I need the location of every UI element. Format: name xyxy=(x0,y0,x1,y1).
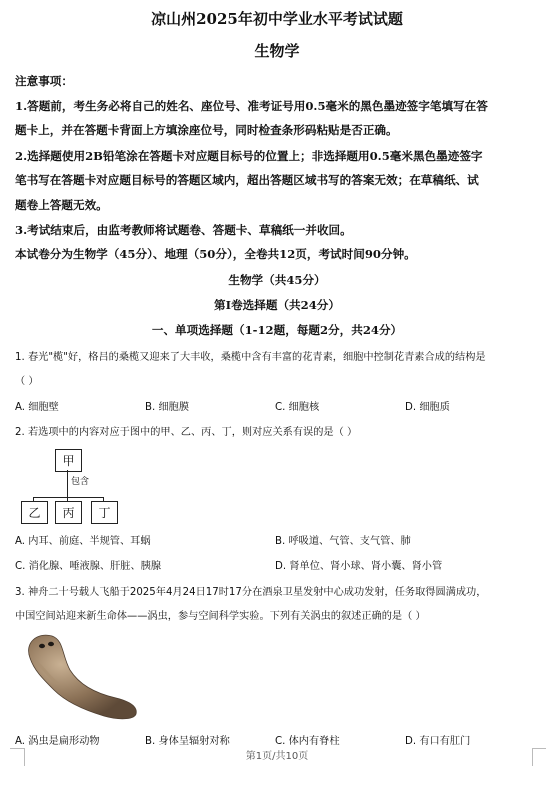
q3-option-a: A. 涡虫是扁形动物 xyxy=(15,736,100,747)
q3-stem-line-2: 中国空间站迎来新生命体——涡虫，参与空间科学实验。下列有关涡虫的叙述正确的是（ ） xyxy=(15,611,426,622)
diagram-relation-label: 包含 xyxy=(71,477,90,487)
diagram-box-bing: 丙 xyxy=(55,501,82,524)
notice-item-2-line-1: 2.选择题使用2B铅笔涂在答题卡对应题目标号的位置上；非选择题用0.5毫米黑色墨迹签字 xyxy=(15,149,483,163)
q2-option-c: C. 消化腺、唾液腺、肝脏、胰腺 xyxy=(15,561,162,572)
notice-item-1-line-1: 1.答题前，考生务必将自己的姓名、座位号、准考证号用0.5毫米的黑色墨迹签字笔填写在答 xyxy=(15,99,488,113)
q2-option-a: A. 内耳、前庭、半规管、耳蜗 xyxy=(15,536,151,547)
q1-option-b: B. 细胞膜 xyxy=(145,402,190,413)
diagram-connector-vertical xyxy=(67,470,68,498)
q3-option-d: D. 有口有肛门 xyxy=(405,736,471,747)
q2-option-d: D. 肾单位、肾小球、肾小囊、肾小管 xyxy=(275,561,443,572)
notice-item-2-line-3: 题卷上答题无效。 xyxy=(15,198,108,212)
q1-stem-line-1: 1. 春光"榄"好，格吕的桑榄又迎来了大丰收，桑榄中含有丰富的花青素，细胞中控制花青素合成的结构是 xyxy=(15,352,486,363)
diagram-box-jia: 甲 xyxy=(55,449,82,472)
notice-item-2-line-2: 笔书写在答题卡对应题目标号的答题区域内，超出答题区域书写的答案无效；在草稿纸、试 xyxy=(15,173,479,187)
q2-option-b: B. 呼吸道、气管、支气管、肺 xyxy=(275,536,411,547)
volume-heading: 第Ⅰ卷选择题（共24分） xyxy=(214,298,340,312)
page-number: 第1页/共10页 xyxy=(245,751,309,762)
diagram-box-ding: 丁 xyxy=(91,501,118,524)
planarian-image xyxy=(18,628,143,726)
group-heading: 一、单项选择题（1-12题，每题2分，共24分） xyxy=(151,323,403,337)
q1-option-d: D. 细胞质 xyxy=(405,402,450,413)
notice-item-3: 3.考试结束后，由监考教师将试题卷、答题卡、草稿纸一并收回。 xyxy=(15,223,352,237)
q3-option-c: C. 体内有脊柱 xyxy=(275,736,340,747)
notice-heading: 注意事项： xyxy=(15,74,73,88)
exam-title: 凉山州2025年初中学业水平考试试题 xyxy=(151,10,403,28)
q3-stem-line-1: 3. 神舟二十号载人飞船于2025年4月24日17时17分在酒泉卫星发射中心成功发射，任务取得圆满成功， xyxy=(15,587,487,598)
diagram-connector-horizontal xyxy=(33,497,103,498)
q1-stem-line-2: （ ） xyxy=(15,376,39,387)
q1-option-c: C. 细胞核 xyxy=(275,402,320,413)
q1-option-a: A. 细胞壁 xyxy=(15,402,59,413)
q2-stem: 2. 若选项中的内容对应于图中的甲、乙、丙、丁，则对应关系有误的是（ ） xyxy=(15,427,358,438)
subject-title: 生物学 xyxy=(254,42,300,60)
paper-composition: 本试卷分为生物学（45分）、地理（50分），全卷共12页，考试时间90分钟。 xyxy=(15,247,416,261)
q3-option-b: B. 身体呈辐射对称 xyxy=(145,736,230,747)
notice-item-1-line-2: 题卡上，并在答题卡背面上方填涂座位号，同时检查条形码粘贴是否正确。 xyxy=(15,123,398,137)
diagram-box-yi: 乙 xyxy=(21,501,48,524)
part-heading: 生物学（共45分） xyxy=(228,273,326,287)
